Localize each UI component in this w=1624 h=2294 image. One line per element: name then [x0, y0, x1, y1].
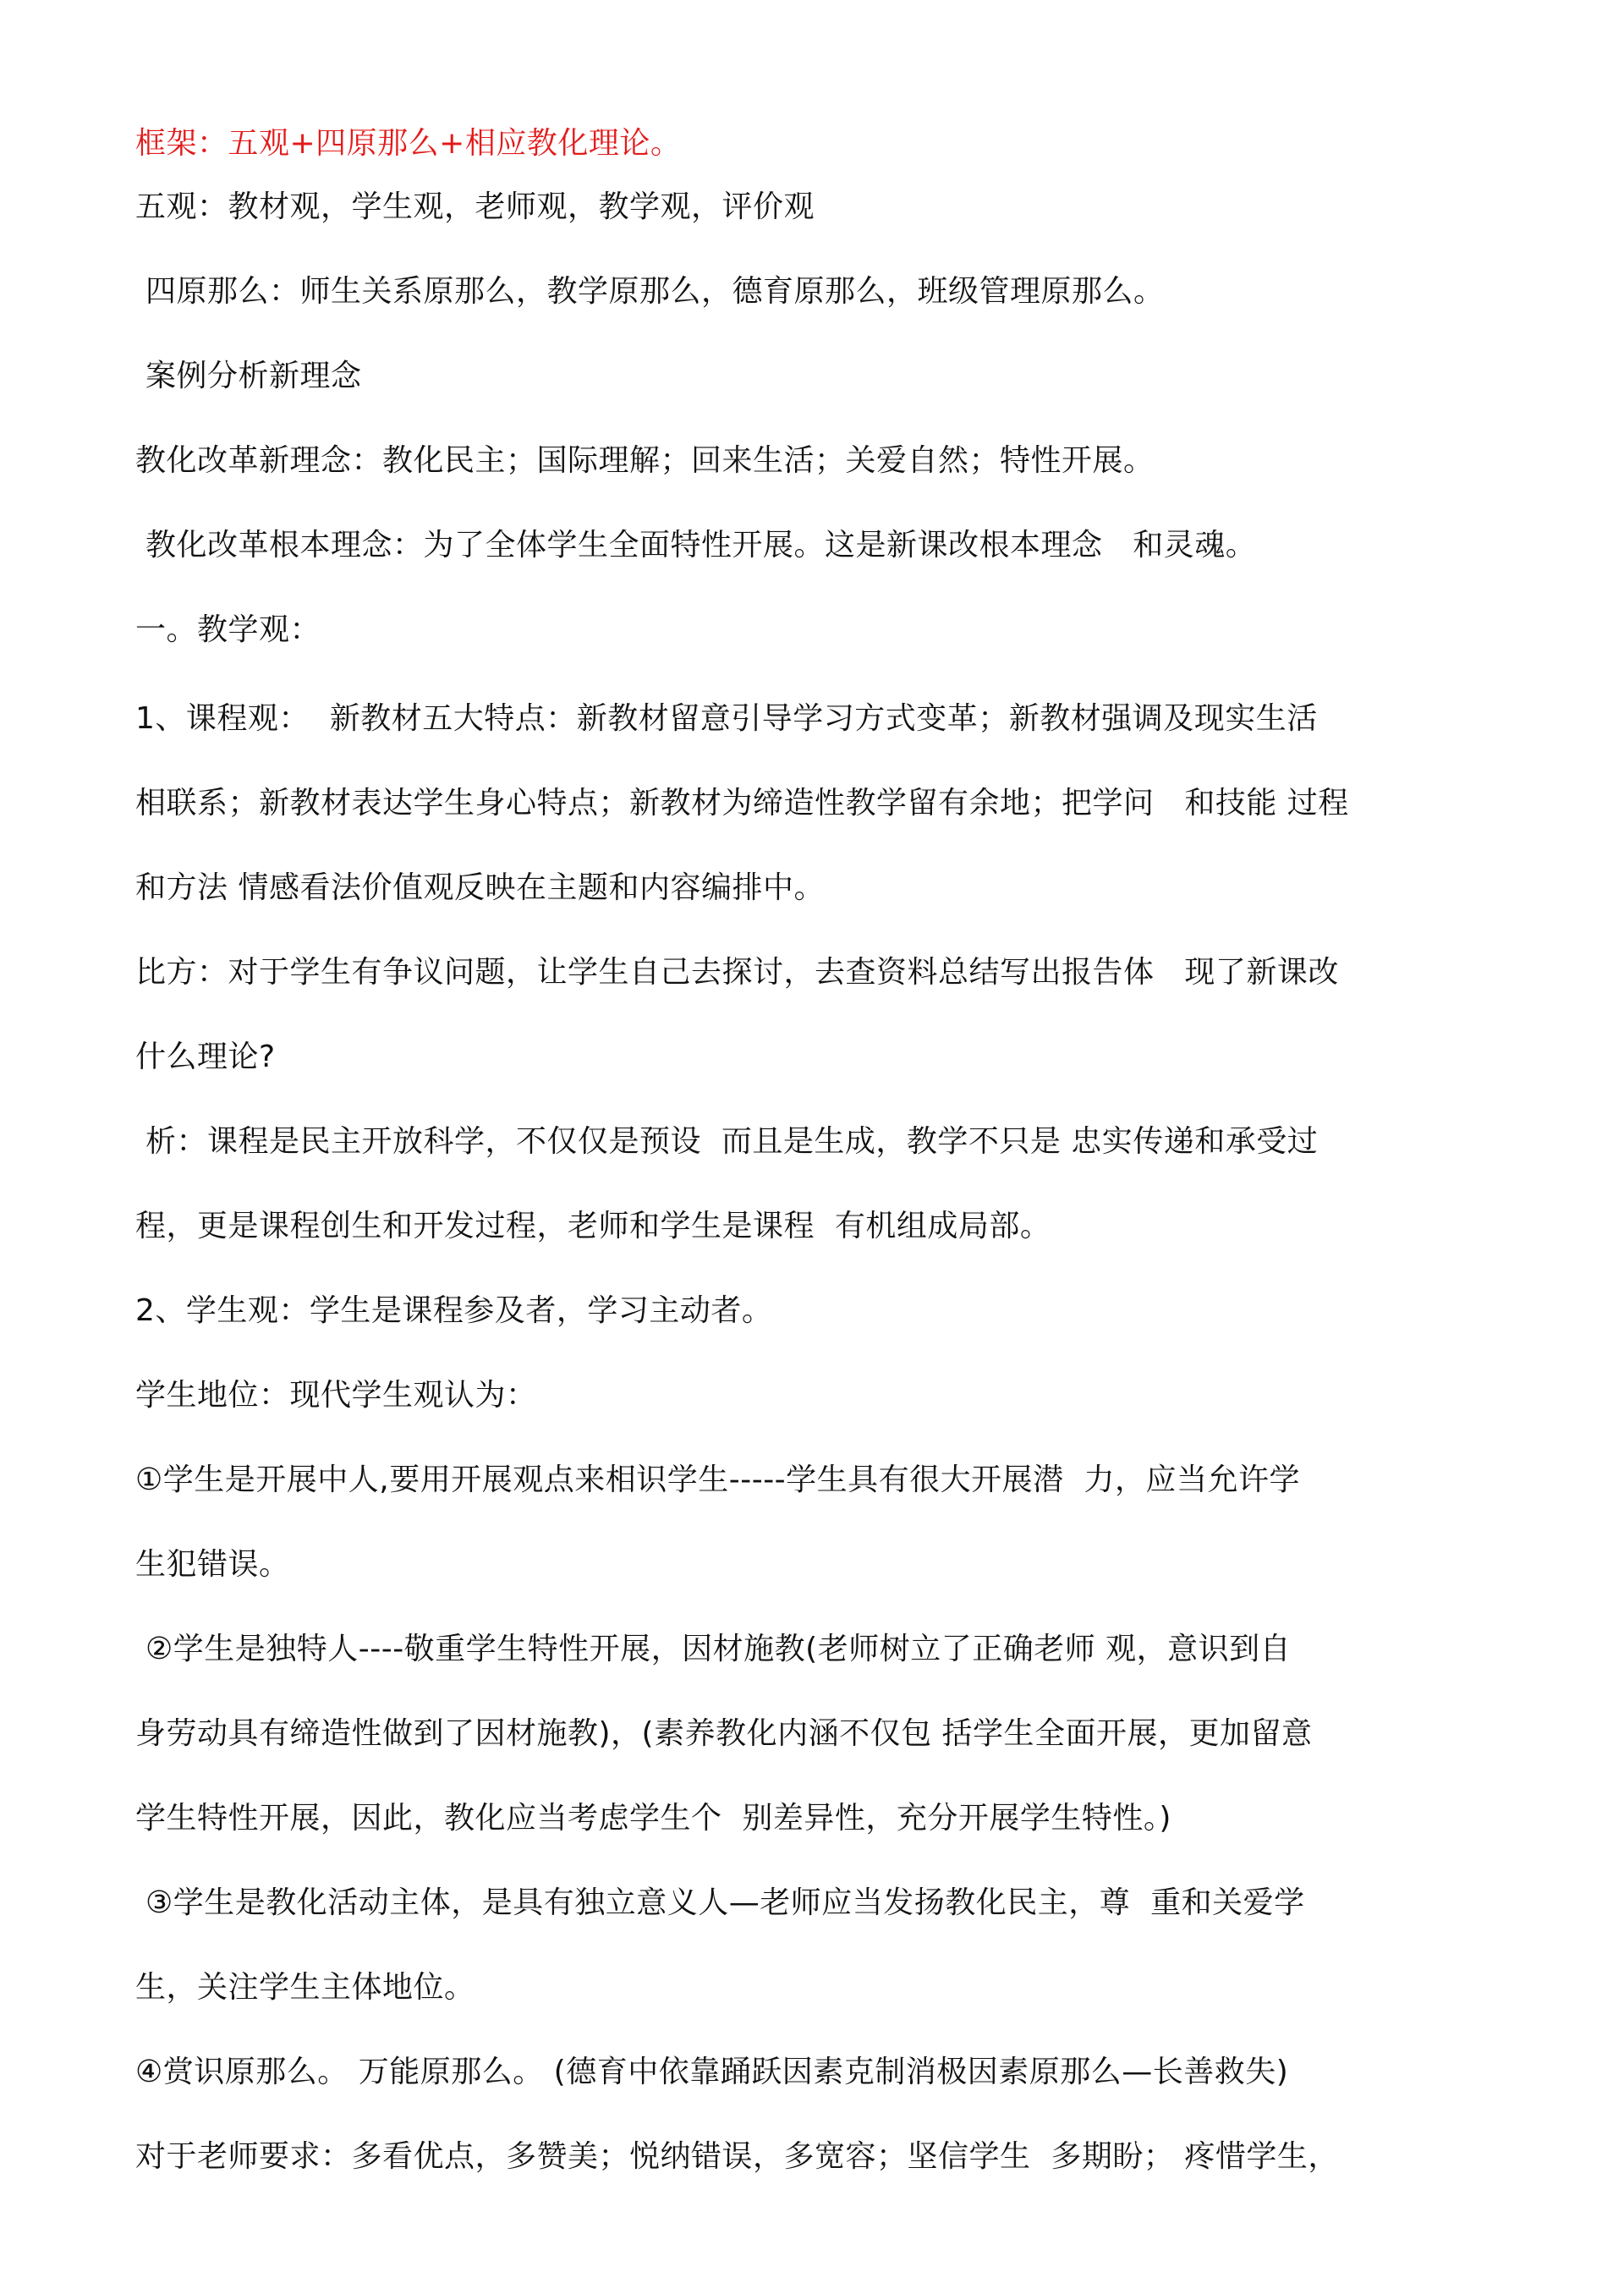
text-line: 比方：对于学生有争议问题，让学生自己去探讨，去查资料总结写出报告体 现了新课改 [135, 955, 1339, 990]
text-line: 析：课程是民主开放科学，不仅仅是预设 而且是生成，教学不只是 忠实传递和承受过 [135, 1124, 1319, 1159]
text-line: 对于老师要求：多看优点，多赞美；悦纳错误，多宽容；坚信学生 多期盼； 疼惜学生， [135, 2139, 1339, 2174]
text-line: 生犯错误。 [135, 1547, 290, 1582]
text-line: 学生地位：现代学生观认为： [135, 1378, 537, 1413]
text-line: 教化改革根本理念：为了全体学生全面特性开展。这是新课改根本理念 和灵魂。 [135, 528, 1257, 563]
text-line: 1、课程观： 新教材五大特点：新教材留意引导学习方式变革；新教材强调及现实生活 [135, 701, 1318, 736]
text-line: 相联系；新教材表达学生身心特点；新教材为缔造性教学留有余地；把学问 和技能 过程 [135, 786, 1349, 820]
text-line: 生，关注学生主体地位。 [135, 1970, 475, 2005]
text-line: 四原那么：师生关系原那么，教学原那么，德育原那么，班级管理原那么。 [135, 274, 1165, 309]
text-line: 五观：教材观，学生观，老师观，教学观，评价观 [135, 189, 815, 224]
text-line: 什么理论? [135, 1040, 276, 1074]
section-heading: 一。教学观： [135, 612, 321, 647]
text-line: ①学生是开展中人,要用开展观点来相识学生-----学生具有很大开展潜 力，应当允许学 [135, 1463, 1301, 1497]
text-line: 学生特性开展，因此，教化应当考虑学生个 别差异性，充分开展学生特性。) [135, 1801, 1171, 1836]
text-line: ③学生是教化活动主体，是具有独立意义人—老师应当发扬教化民主，尊 重和关爱学 [135, 1885, 1305, 1920]
text-line: 和方法 情感看法价值观反映在主题和内容编排中。 [135, 870, 825, 905]
text-line: ④赏识原那么。 万能原那么。 (德育中依靠踊跃因素克制消极因素原那么—长善救失) [135, 2055, 1289, 2089]
text-line: 教化改革新理念：教化民主；国际理解；回来生活；关爱自然；特性开展。 [135, 443, 1155, 478]
text-line: ②学生是独特人----敬重学生特性开展，因材施教(老师树立了正确老师 观，意识到自 [135, 1632, 1292, 1666]
text-line: 案例分析新理念 [135, 359, 362, 393]
framework-heading: 框架：五观+四原那么+相应教化理论。 [135, 126, 682, 161]
text-line: 身劳动具有缔造性做到了因材施教)，(素养教化内涵不仅包 括学生全面开展，更加留意 [135, 1716, 1313, 1751]
text-line: 2、学生观：学生是课程参及者，学习主动者。 [135, 1293, 773, 1328]
text-line: 程，更是课程创生和开发过程，老师和学生是课程 有机组成局部。 [135, 1209, 1051, 1243]
